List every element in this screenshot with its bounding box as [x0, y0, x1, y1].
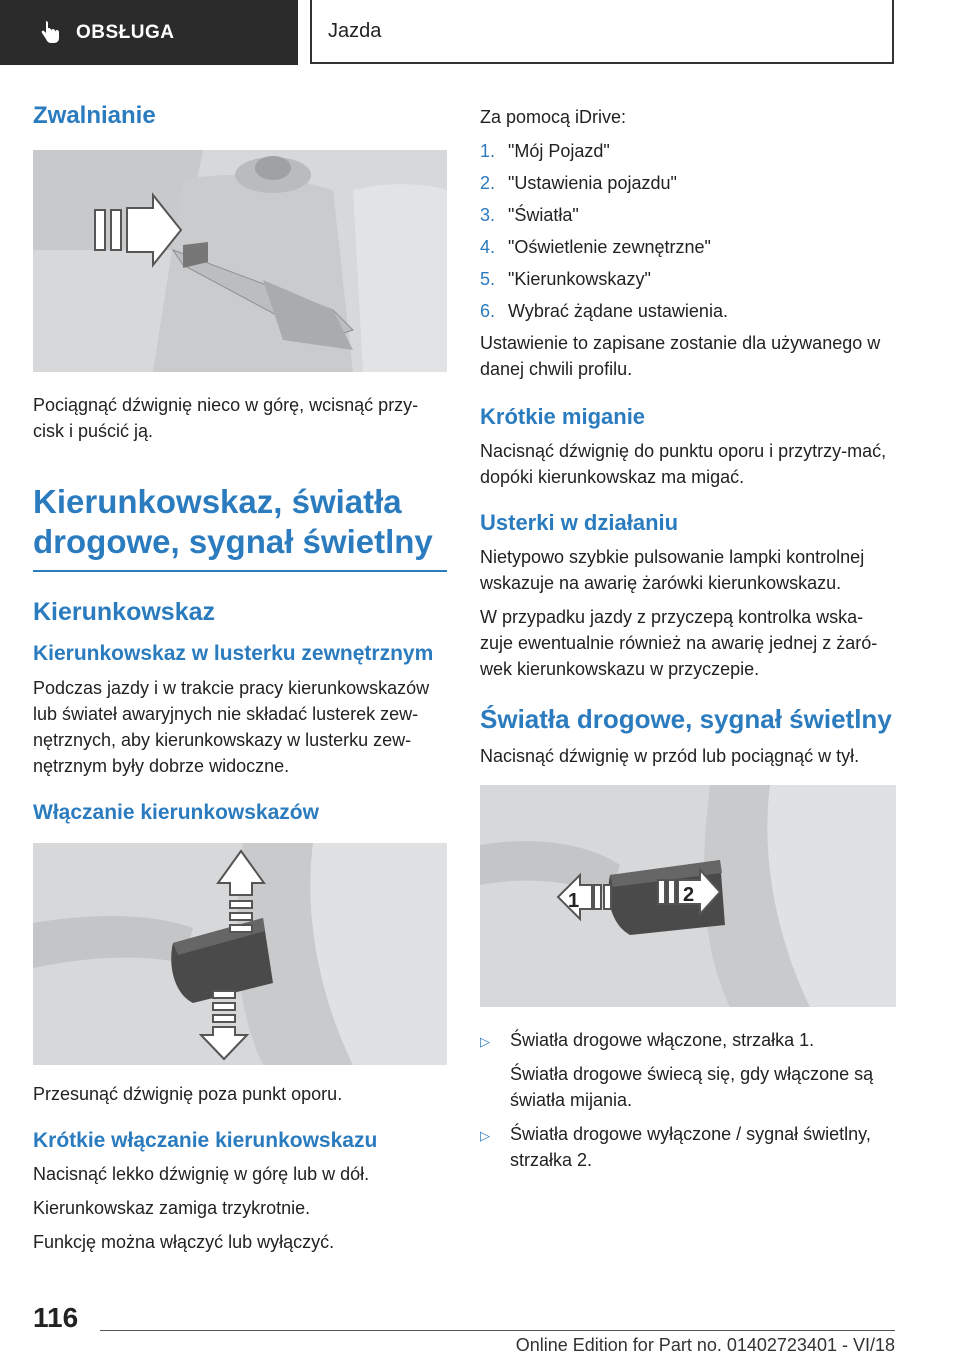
step-number: 2. [480, 173, 496, 193]
paragraph-nacisnac-lekko: Nacisnąć lekko dźwignię w górę lub w dół. [33, 1164, 370, 1184]
step-number: 1. [480, 141, 496, 161]
figure-parking-brake [33, 150, 447, 372]
right-column [480, 96, 896, 1173]
heading-kierunkowskaz: Kierunkowskaz [33, 598, 216, 626]
step-text: "Ustawienia pojazdu" [508, 173, 677, 193]
list-item [480, 1121, 896, 1173]
arrow-2-label: 2 [683, 884, 695, 906]
step-number: 4. [480, 237, 496, 257]
heading-zwalnianie: Zwalnianie [33, 102, 156, 129]
parking-brake-illustration [33, 150, 447, 372]
list-item [480, 1027, 896, 1113]
heading-krotkie-wlaczanie: Krótkie włączanie kierunkowskazu [33, 1129, 378, 1152]
paragraph-zapisane: Ustawienie to zapisane zostanie dla używanego w danej chwili profilu. [480, 333, 881, 379]
list-item [480, 138, 896, 164]
step-number: 5. [480, 269, 496, 289]
heading-wlaczanie: Włączanie kierunkowskazów [33, 801, 319, 824]
idrive-steps [480, 138, 896, 324]
figure-high-beam [480, 785, 896, 1007]
figure-turn-signal [33, 843, 447, 1065]
section-tab-label: OBSŁUGA [76, 21, 175, 43]
paragraph-idrive: Za pomocą iDrive: [480, 107, 627, 127]
bullet-text: Światła drogowe włączone, strzałka 1. [510, 1030, 815, 1050]
list-item [480, 266, 896, 292]
heading-swiatla: Światła drogowe, sygnał świetlny [480, 704, 892, 734]
footer-rule [100, 1330, 895, 1331]
list-item [480, 298, 896, 324]
left-column [33, 96, 447, 1255]
paragraph-zwalnianie: Pociągnąć dźwignię nieco w górę, wcisnąć przy-cisk i puścić ją. [33, 395, 419, 441]
triangle-bullet-icon: ▷ [480, 1128, 490, 1143]
heading-main-title: Kierunkowskaz, światła drogowe, sygnał świetlny [33, 483, 433, 560]
paragraph-funkcje: Funkcję można włączyć lub wyłączyć. [33, 1232, 335, 1252]
paragraph-lusterko: Podczas jazdy i w trakcie pracy kierunkowskazów lub świateł awaryjnych nie składać lusterek zew-nętrznych, aby kierunkowskazy w lusterku zew-nętrznym były dobrze widoczne. [33, 678, 430, 776]
heading-krotkie-miganie: Krótkie miganie [480, 404, 646, 429]
page-number: 116 [33, 1302, 79, 1333]
title-rule [33, 570, 447, 572]
paragraph-usterki-2: W przypadku jazdy z przyczepą kontrolka wska-zuje ewentualnie również na awarię jednej z żaró-wek kierunkowskazu w przyczepie. [480, 607, 878, 679]
paragraph-swiatla: Nacisnąć dźwignię w przód lub pociągnąć w tył. [480, 746, 860, 766]
heading-usterki: Usterki w działaniu [480, 510, 679, 535]
paragraph-zamiga: Kierunkowskaz zamiga trzykrotnie. [33, 1198, 311, 1218]
step-text: "Oświetlenie zewnętrzne" [508, 237, 711, 257]
page-footer [0, 1290, 960, 1362]
list-item [480, 170, 896, 196]
hand-pointer-icon [38, 21, 62, 45]
bullet-text: Światła drogowe wyłączone / sygnał świetlny, strzałka 2. [510, 1124, 871, 1170]
turn-signal-illustration [33, 843, 447, 1065]
triangle-bullet-icon: ▷ [480, 1034, 490, 1049]
step-text: "Kierunkowskazy" [508, 269, 651, 289]
paragraph-przesunac: Przesunąć dźwignię poza punkt oporu. [33, 1084, 343, 1104]
step-number: 6. [480, 301, 496, 321]
list-item [480, 234, 896, 260]
bullet-subtext: Światła drogowe świecą się, gdy włączone są światła mijania. [510, 1064, 874, 1110]
paragraph-krotkie-miganie: Nacisnąć dźwignię do punktu oporu i przytrzy-mać, dopóki kierunkowskaz ma migać. [480, 441, 887, 487]
heading-kierunkowskaz-lusterko: Kierunkowskaz w lusterku zewnętrznym [33, 642, 434, 665]
high-beam-illustration [480, 785, 896, 1007]
edition-text: Online Edition for Part no. 01402723401 - VI/18 [515, 1335, 895, 1355]
step-number: 3. [480, 205, 496, 225]
paragraph-usterki-1: Nietypowo szybkie pulsowanie lampki kontrolnej wskazuje na awarię żarówki kierunkowskazu. [480, 547, 865, 593]
section-tab[interactable] [0, 0, 298, 65]
list-item [480, 202, 896, 228]
step-text: Wybrać żądane ustawienia. [508, 301, 728, 321]
chapter-tab[interactable] [310, 0, 894, 64]
high-beam-bullets [480, 1027, 896, 1173]
step-text: "Mój Pojazd" [508, 141, 610, 161]
step-text: "Światła" [508, 205, 579, 225]
chapter-tab-label: Jazda [328, 19, 382, 42]
page-header [0, 0, 960, 68]
arrow-1-label: 1 [568, 890, 580, 912]
